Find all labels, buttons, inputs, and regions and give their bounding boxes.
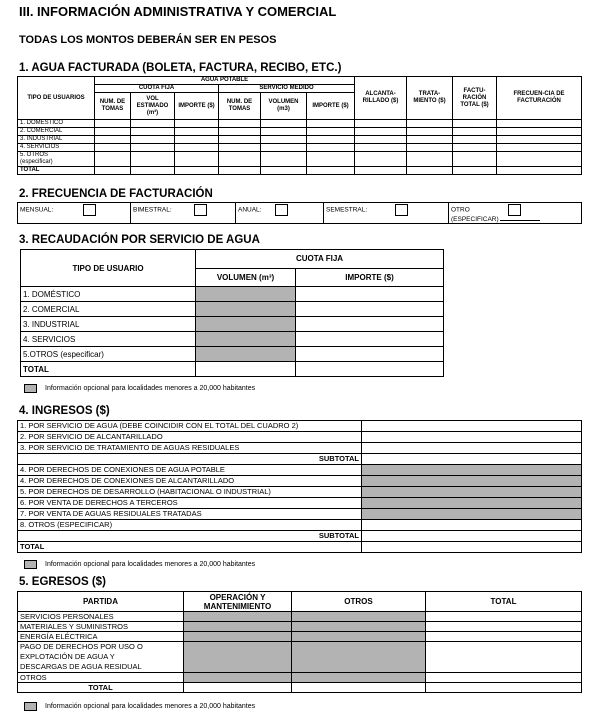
col-importe-fija: IMPORTE ($) bbox=[175, 93, 219, 120]
otro-checkbox[interactable] bbox=[508, 204, 521, 216]
otro-especificar-line[interactable] bbox=[500, 220, 540, 221]
row-label: 5.OTROS (especificar) bbox=[21, 347, 196, 362]
table-row bbox=[21, 347, 444, 362]
legend-sec4 bbox=[24, 556, 255, 574]
table-row bbox=[18, 421, 582, 432]
sec4-title: 4. INGRESOS ($) bbox=[19, 405, 110, 417]
sec1-title: 1. AGUA FACTURADA (BOLETA, FACTURA, RECIBO, ETC.) bbox=[19, 62, 342, 74]
col-total: TOTAL bbox=[426, 592, 582, 612]
table-row bbox=[21, 317, 444, 332]
legend-text: Información opcional para localidades menores a 20,000 habitantes bbox=[45, 385, 256, 393]
shade-swatch bbox=[24, 384, 37, 393]
col-num-tomas-medido: NUM. DE TOMAS bbox=[219, 93, 261, 120]
table-row bbox=[18, 144, 582, 152]
legend-sec5 bbox=[24, 698, 255, 716]
label-anual: ANUAL: bbox=[238, 206, 262, 214]
row-label: 4. POR DERECHOS DE CONEXIONES DE ALCANTARILLADO bbox=[18, 476, 362, 487]
semestral-checkbox[interactable] bbox=[395, 204, 408, 216]
table-row bbox=[18, 443, 582, 454]
table-row bbox=[21, 302, 444, 317]
col-cuota-fija: CUOTA FIJA bbox=[196, 250, 444, 269]
ingresos-table bbox=[17, 420, 582, 553]
row-label: 1. DOMÉSTICO bbox=[18, 120, 95, 128]
table-row bbox=[18, 454, 582, 465]
label-otro: OTRO bbox=[451, 206, 470, 214]
col-num-tomas-fija: NUM. DE TOMAS bbox=[95, 93, 131, 120]
row-label: SERVICIOS PERSONALES bbox=[18, 612, 184, 622]
subtotal-label: SUBTOTAL bbox=[18, 454, 362, 465]
row-label: 5. POR DERECHOS DE DESARROLLO (HABITACIONAL O INDUSTRIAL) bbox=[18, 487, 362, 498]
table-row bbox=[18, 465, 582, 476]
row-label: PAGO DE DERECHOS POR USO O EXPLOTACIÓN DE AGUA Y DESCARGAS DE AGUA RESIDUAL bbox=[18, 642, 184, 673]
anual-checkbox[interactable] bbox=[275, 204, 288, 216]
col-tratamiento: TRATA-MIENTO ($) bbox=[407, 77, 453, 120]
sec2-title: 2. FRECUENCIA DE FACTURACIÓN bbox=[19, 188, 213, 200]
table-row bbox=[18, 520, 582, 531]
label-bimestral: BIMESTRAL: bbox=[133, 206, 172, 214]
sec5-title: 5. EGRESOS ($) bbox=[19, 576, 106, 588]
bimestral-checkbox[interactable] bbox=[194, 204, 207, 216]
row-label: 1. DOMÉSTICO bbox=[21, 287, 196, 302]
row-label: 1. POR SERVICIO DE AGUA (DEBE COINCIDIR CON EL TOTAL DEL CUADRO 2) bbox=[18, 421, 362, 432]
row-label: 2. COMERCIAL bbox=[18, 128, 95, 136]
row-label: 6. POR VENTA DE DERECHOS A TERCEROS bbox=[18, 498, 362, 509]
table-row bbox=[18, 476, 582, 487]
recaudacion-table bbox=[20, 249, 444, 377]
col-importe: IMPORTE ($) bbox=[296, 268, 444, 287]
row-label: OTROS bbox=[18, 673, 184, 683]
row-label: MATERIALES Y SUMINISTROS bbox=[18, 622, 184, 632]
row-total-label: TOTAL bbox=[18, 167, 95, 175]
table-row bbox=[18, 622, 582, 632]
sec3-title: 3. RECAUDACIÓN POR SERVICIO DE AGUA bbox=[19, 234, 260, 246]
row-label: 3. INDUSTRIAL bbox=[18, 136, 95, 144]
col-vol-estimado: VOL ESTIMADO (m³) bbox=[131, 93, 175, 120]
row-label: 7. POR VENTA DE AGUAS RESIDUALES TRATADAS bbox=[18, 509, 362, 520]
col-alcantarillado: ALCANTA-RILLADO ($) bbox=[355, 77, 407, 120]
col-importe-medido: IMPORTE ($) bbox=[307, 93, 355, 120]
table-row bbox=[18, 136, 582, 144]
table-row bbox=[18, 432, 582, 443]
table-row bbox=[21, 362, 444, 377]
subtotal-label: SUBTOTAL bbox=[18, 531, 362, 542]
table-row bbox=[18, 487, 582, 498]
table-row bbox=[18, 498, 582, 509]
table-row bbox=[18, 120, 582, 128]
table-row bbox=[18, 673, 582, 683]
frecuencia-table bbox=[17, 202, 582, 224]
col-tipo-usuarios: TIPO DE USUARIOS bbox=[18, 77, 95, 120]
col-facturacion-total: FACTU-RACIÓN TOTAL ($) bbox=[453, 77, 497, 120]
row-label: ENERGÍA ELÉCTRICA bbox=[18, 632, 184, 642]
table-row bbox=[18, 642, 582, 673]
row-label: 5. OTROS (especificar) bbox=[18, 152, 95, 167]
label-semestral: SEMESTRAL: bbox=[326, 206, 368, 214]
agua-facturada-table bbox=[17, 76, 582, 175]
section-title: III. INFORMACIÓN ADMINISTRATIVA Y COMERCIAL bbox=[19, 4, 337, 19]
row-label: 3. INDUSTRIAL bbox=[21, 317, 196, 332]
label-mensual: MENSUAL: bbox=[20, 206, 54, 214]
table-row bbox=[21, 332, 444, 347]
shade-swatch bbox=[24, 702, 37, 711]
row-label: 8. OTROS (ESPECIFICAR) bbox=[18, 520, 362, 531]
shade-swatch bbox=[24, 560, 37, 569]
col-agua-potable: AGUA POTABLE bbox=[95, 77, 355, 85]
table-row bbox=[18, 152, 582, 167]
row-total-label: TOTAL bbox=[21, 362, 196, 377]
row-label: 2. POR SERVICIO DE ALCANTARILLADO bbox=[18, 432, 362, 443]
table-row bbox=[18, 509, 582, 520]
row-label: 3. POR SERVICIO DE TRATAMIENTO DE AGUAS RESIDUALES bbox=[18, 443, 362, 454]
table-row bbox=[18, 167, 582, 175]
row-label: 4. POR DERECHOS DE CONEXIONES DE AGUA POTABLE bbox=[18, 465, 362, 476]
total-label: TOTAL bbox=[18, 683, 184, 693]
table-row bbox=[18, 128, 582, 136]
table-row bbox=[18, 683, 582, 693]
table-row bbox=[18, 542, 582, 553]
legend-text: Información opcional para localidades menores a 20,000 habitantes bbox=[45, 561, 256, 569]
table-row bbox=[18, 612, 582, 622]
col-volumen-medido: VOLUMEN (m3) bbox=[261, 93, 307, 120]
col-operacion: OPERACIÓN Y MANTENIMIENTO bbox=[184, 592, 292, 612]
col-otros: OTROS bbox=[292, 592, 426, 612]
col-servicio-medido: SERVICIO MEDIDO bbox=[219, 85, 355, 93]
col-partida: PARTIDA bbox=[18, 592, 184, 612]
egresos-table bbox=[17, 591, 582, 693]
row-label: 2. COMERCIAL bbox=[21, 302, 196, 317]
col-tipo-usuario: TIPO DE USUARIO bbox=[21, 250, 196, 287]
mensual-checkbox[interactable] bbox=[83, 204, 96, 216]
legend-text: Información opcional para localidades menores a 20,000 habitantes bbox=[45, 703, 256, 711]
subtitle: TODAS LOS MONTOS DEBERÁN SER EN PESOS bbox=[19, 34, 277, 46]
total-label: TOTAL bbox=[18, 542, 362, 553]
table-row bbox=[18, 531, 582, 542]
table-row bbox=[21, 287, 444, 302]
legend-sec3 bbox=[24, 380, 255, 398]
row-label: 4. SERVICIOS bbox=[21, 332, 196, 347]
row-label: 4. SERVICIOS bbox=[18, 144, 95, 152]
col-cuota-fija: CUOTA FIJA bbox=[95, 85, 219, 93]
col-frecuencia: FRECUEN-CIA DE FACTURACIÓN bbox=[497, 77, 582, 120]
table-row bbox=[18, 632, 582, 642]
col-volumen: VOLUMEN (m³) bbox=[196, 268, 296, 287]
label-otro-especificar: (ESPECIFICAR) bbox=[451, 216, 499, 223]
